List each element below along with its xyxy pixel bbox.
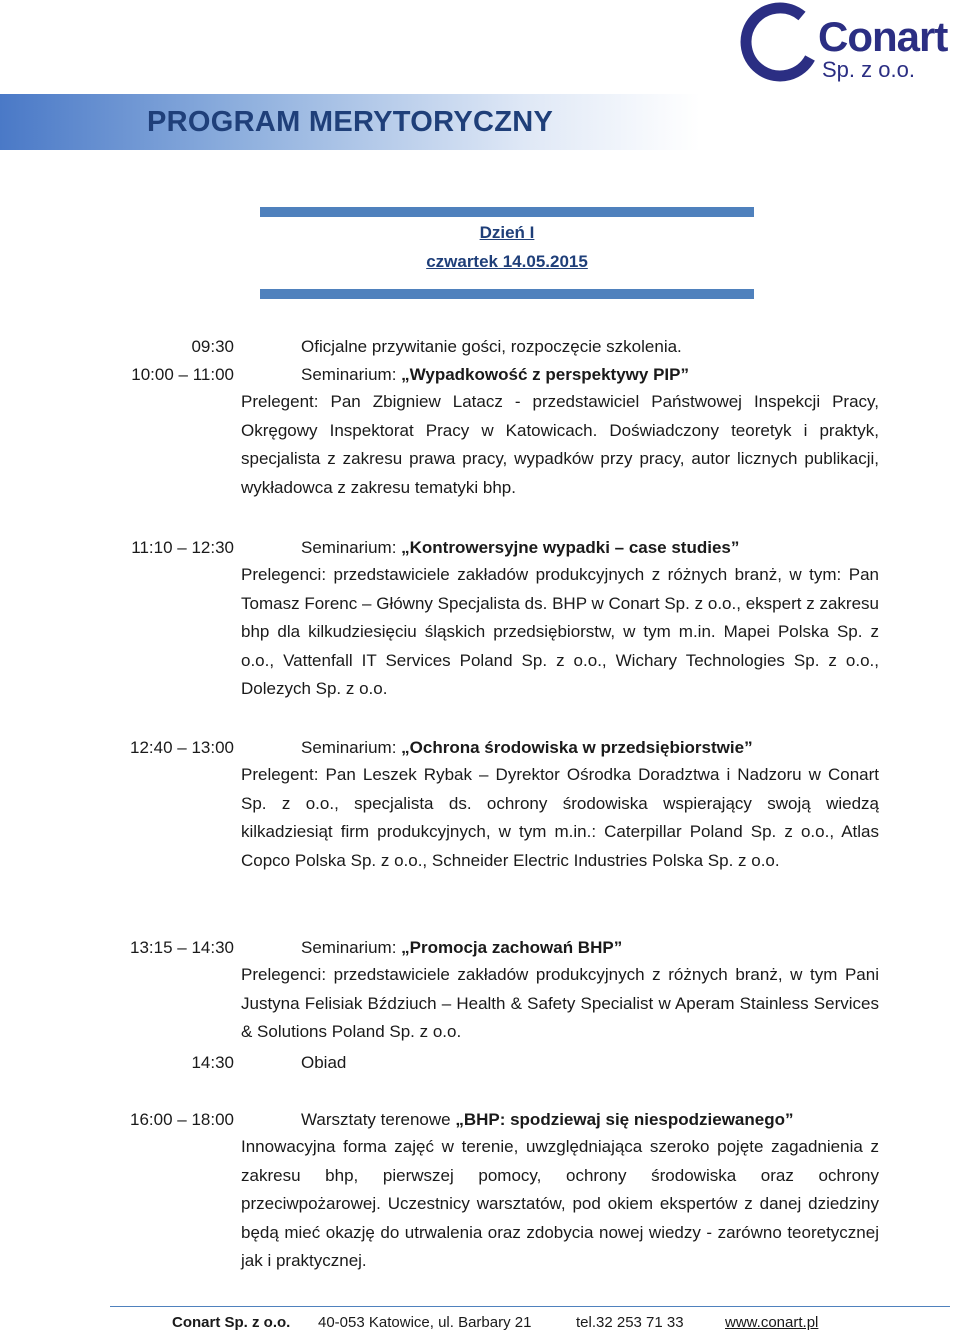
schedule-time: 13:15 – 14:30: [130, 938, 234, 957]
schedule-description: Prelegent: Pan Leszek Rybak – Dyrektor Ośrodka Doradztwa i Nadzoru w Conart Sp. z o.o., specjalista ds. ochrony środowiska wspierający swoją wiedzą kilkadziesiąt firm produkcyjnych, w tym m.in.: Caterpillar Poland Sp. z o.o., Atlas Copco Polska Sp. z o.o., Schneider Electric Industries Polska Sp. z o.o.: [241, 765, 879, 870]
page-title: PROGRAM MERYTORYCZNY: [147, 106, 554, 138]
schedule-prefix: Seminarium:: [301, 365, 402, 384]
schedule-headline: [301, 937, 622, 959]
schedule-time: 09:30: [191, 337, 234, 356]
schedule-description: Prelegenci: przedstawiciele zakładów produkcyjnych z różnych branż, w tym: Pan Tomasz Forenc – Główny Specjalista ds. BHP w Conart Sp. z o.o., ekspert z zakresu bhp dla kilkudziesięciu śląskich przedsiębiorstw, w tym m.in. Mapei Polska Sp. z o.o., Vattenfall IT Services Poland Sp. z o.o., Wichary Technologies Sp. z o.o., Dolezych Sp. z o.o.: [241, 565, 879, 699]
schedule-headline: [301, 364, 689, 386]
schedule-topic: „Ochrona środowiska w przedsiębiorstwie”: [401, 738, 753, 757]
schedule-time: 14:30: [191, 1053, 234, 1072]
logo-ring-icon: [740, 2, 824, 86]
schedule-prefix: Oficjalne przywitanie gości, rozpoczęcie szkolenia.: [301, 337, 682, 356]
schedule-prefix: Seminarium:: [301, 938, 402, 957]
schedule-time: 16:00 – 18:00: [130, 1110, 234, 1129]
schedule-prefix: Obiad: [301, 1053, 347, 1072]
schedule-description: Prelegenci: przedstawiciele zakładów produkcyjnych z różnych branż, w tym Pani Justyna Felisiak Bździuch – Health & Safety Specialist w Aperam Stainless Services & Solutions Poland Sp. z o.o.: [241, 965, 879, 1042]
schedule-topic: „Promocja zachowań BHP”: [401, 938, 623, 957]
day-date: czwartek 14.05.2015: [426, 252, 588, 271]
schedule-headline: [301, 1109, 794, 1131]
footer-website-link[interactable]: www.conart.pl: [725, 1314, 819, 1331]
schedule-time: 10:00 – 11:00: [131, 365, 234, 384]
day-box-bottom-rule: [260, 289, 754, 299]
schedule-headline: [301, 336, 682, 358]
schedule-time: 12:40 – 13:00: [130, 738, 234, 757]
day-box-top-rule: [260, 207, 754, 217]
schedule-description: Innowacyjna forma zajęć w terenie, uwzględniająca szeroko pojęte zagadnienia z zakresu bhp, pierwszej pomocy, ochrony środowiska oraz ochrony przeciwpożarowej. Uczestnicy warsztatów, pod okiem ekspertów z danej dziedziny będą mieć okazję do utrwalenia oraz zdobycia nowej wiedzy - zarówno teoretycznej jak i praktycznej.: [241, 1137, 879, 1271]
schedule-topic: „BHP: spodziewaj się niespodziewanego”: [455, 1110, 794, 1129]
footer-phone: tel.32 253 71 33: [576, 1314, 684, 1331]
footer-address: 40-053 Katowice, ul. Barbary 21: [318, 1314, 532, 1331]
schedule-prefix: Warsztaty terenowe: [301, 1110, 456, 1129]
logo-suffix: Sp. z o.o.: [822, 57, 915, 82]
schedule-headline: [301, 1052, 346, 1074]
footer-company: Conart Sp. z o.o.: [172, 1314, 291, 1331]
schedule-time: 11:10 – 12:30: [131, 538, 234, 557]
logo-name: Conart: [818, 13, 948, 60]
schedule-topic: „Kontrowersyjne wypadki – case studies”: [401, 538, 740, 557]
schedule-headline: [301, 737, 753, 759]
day-name: Dzień I: [479, 223, 535, 242]
footer-rule: [110, 1306, 950, 1307]
schedule-prefix: Seminarium:: [301, 538, 402, 557]
schedule-prefix: Seminarium:: [301, 738, 402, 757]
schedule-topic: „Wypadkowość z perspektywy PIP”: [401, 365, 689, 384]
schedule-description: Prelegent: Pan Zbigniew Latacz - przedstawiciel Państwowej Inspekcji Pracy, Okręgowy Inspektorat Pracy w Katowicach. Doświadczony teoretyk i praktyk, specjalista z zakresu prawa pracy, wypadków przy pracy, autor licznych publikacji, wykładowca z zakresu tematyki bhp.: [241, 392, 879, 497]
schedule-headline: [301, 537, 739, 559]
company-logo: [740, 2, 960, 86]
